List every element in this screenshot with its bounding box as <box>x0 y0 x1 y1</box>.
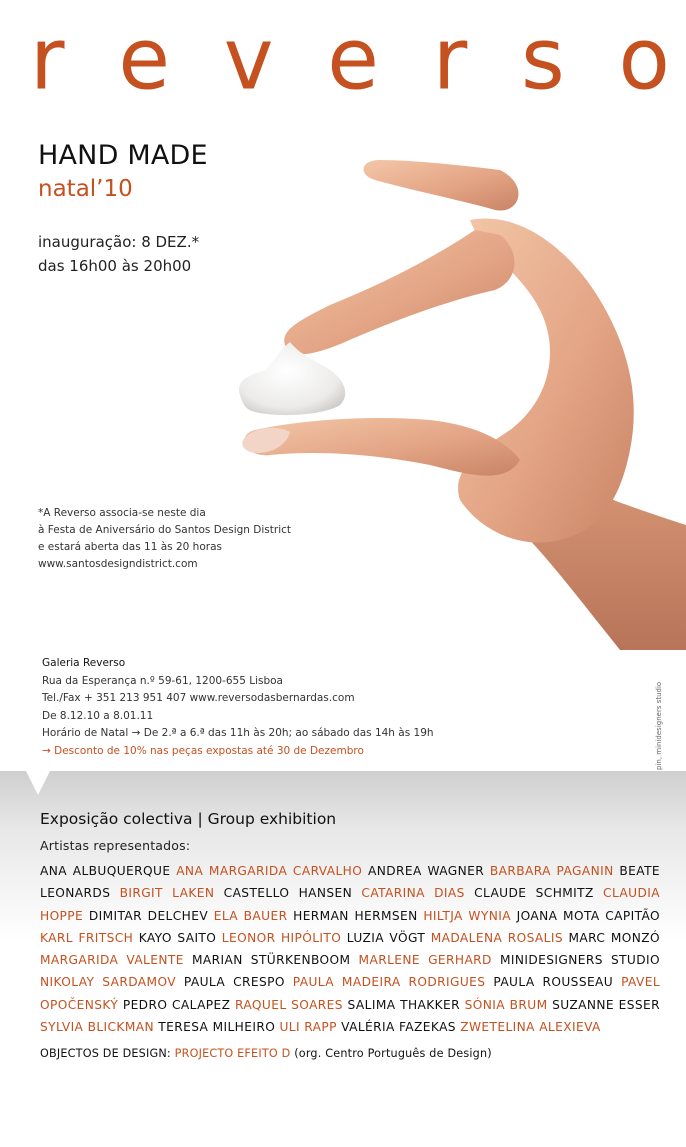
artist-name: PAULA MADEIRA RODRIGUES <box>292 975 486 990</box>
page-subtitle: natal’10 <box>38 176 133 202</box>
artist-name: BARBARA PAGANIN <box>489 864 614 878</box>
artist-name: SUZANNE ESSER <box>552 997 660 1012</box>
photo-credit: pin, minidesigners studio <box>655 681 663 770</box>
band-notch-decoration <box>0 771 686 801</box>
artist-name: ANDREA WAGNER <box>367 864 485 878</box>
artist-name: TERESA MILHEIRO <box>158 1020 276 1035</box>
artist-name: NIKOLAY SARDAMOV <box>40 975 176 990</box>
gallery-name: Galeria Reverso <box>42 657 126 669</box>
opening-info <box>38 230 199 278</box>
artist-name: CLAUDE SCHMITZ <box>474 886 594 901</box>
gallery-hours: Horário de Natal → De 2.ª a 6.ª das 11h às 20h; ao sábado das 14h às 19h <box>42 727 434 739</box>
artist-name: ELA BAUER <box>213 908 288 923</box>
artist-name: VALÉRIA FAZEKAS <box>341 1020 456 1035</box>
logo-letter: r <box>432 9 468 109</box>
artist-name: SÓNIA BRUM <box>464 997 548 1012</box>
objects-project: PROJECTO EFEITO D <box>174 1047 291 1060</box>
logo-letter: o <box>618 9 670 109</box>
artist-name: MINIDESIGNERS STUDIO <box>499 953 661 968</box>
artist-name: SALIMA THAKKER <box>347 997 461 1012</box>
design-objects-line <box>40 1047 492 1060</box>
artist-name: RAQUEL SOARES <box>235 997 343 1012</box>
note-line: *A Reverso associa-se neste dia <box>38 507 206 519</box>
artist-name: SYLVIA BLICKMAN <box>40 1020 154 1035</box>
artist-name: JOANA MOTA CAPITÃO <box>516 908 661 923</box>
gallery-contact: Tel./Fax + 351 213 951 407 www.reversodasbernardas.com <box>42 692 355 704</box>
objects-org: (org. Centro Português de Design) <box>294 1047 492 1060</box>
artist-name: BEATE LEONARDS <box>40 864 661 901</box>
logo-letter: e <box>327 9 379 109</box>
logo-letter: e <box>118 9 170 109</box>
meringue-shape <box>239 342 345 415</box>
artist-name: ZWETELINA ALEXIEVA <box>460 1020 601 1035</box>
artist-name: CATARINA DIAS <box>361 886 465 901</box>
artist-name: ANA MARGARIDA CARVALHO <box>176 864 363 878</box>
logo-letter: s <box>521 9 565 109</box>
artist-name: MARIAN STÜRKENBOOM <box>191 953 351 968</box>
artist-name: ANA ALBUQUERQUE <box>40 864 171 878</box>
note-line: e estará aberta das 11 às 20 horas <box>38 541 222 553</box>
objects-label: OBJECTOS DE DESIGN: <box>40 1047 171 1060</box>
page-title: HAND MADE <box>38 140 208 171</box>
artist-name: ULI RAPP <box>279 1020 337 1035</box>
artist-name: MADALENA ROSALIS <box>430 930 563 945</box>
artist-name: CLAUDIA HOPPE <box>40 886 660 923</box>
logo-letter: v <box>223 9 274 109</box>
artist-name: PAULA CRESPO <box>183 975 285 990</box>
exhibition-heading: Exposição colectiva | Group exhibition <box>40 810 337 828</box>
artist-name: KAYO SAITO <box>138 930 217 945</box>
middle-finger-shape <box>364 160 519 211</box>
side-note <box>38 505 291 573</box>
artist-name: PAULA ROUSSEAU <box>493 975 614 990</box>
artist-name: LEONOR HIPÓLITO <box>221 930 342 945</box>
artist-name: HERMAN HERMSEN <box>293 908 418 923</box>
artist-name: DIMITAR DELCHEV <box>88 908 209 923</box>
opening-date: inauguração: 8 DEZ.* <box>38 233 200 251</box>
gallery-discount: → Desconto de 10% nas peças expostas até 30 de Dezembro <box>42 744 364 757</box>
artist-name: MARC MONZÓ <box>568 930 660 945</box>
artist-name: BIRGIT LAKEN <box>119 886 215 901</box>
artists-label: Artistas representados: <box>40 838 191 853</box>
gallery-dates: De 8.12.10 a 8.01.11 <box>42 709 154 722</box>
artist-name: HILTJA WYNIA <box>423 908 511 923</box>
artist-name: PEDRO CALAPEZ <box>122 997 231 1012</box>
artist-name: MARLENE GERHARD <box>358 953 492 968</box>
gallery-address: Rua da Esperança n.º 59-61, 1200-655 Lisboa <box>42 674 283 687</box>
reverso-logo <box>30 9 670 109</box>
artists-list <box>40 860 660 1038</box>
artist-name: CASTELLO HANSEN <box>223 886 353 901</box>
opening-hours: das 16h00 às 20h00 <box>38 257 192 275</box>
artist-name: MARGARIDA VALENTE <box>40 953 184 968</box>
artist-name: KARL FRITSCH <box>40 930 134 945</box>
thumb-shape <box>244 418 520 476</box>
note-line: à Festa de Aniversário do Santos Design District <box>38 524 291 536</box>
artist-name: LUZIA VÖGT <box>346 930 426 945</box>
index-finger-shape <box>284 230 514 354</box>
artist-name: PAVEL OPOČENSKÝ <box>40 975 661 1012</box>
logo-letter: r <box>30 9 65 109</box>
gallery-info <box>42 655 434 760</box>
note-website-link[interactable]: www.santosdesigndistrict.com <box>38 558 198 570</box>
